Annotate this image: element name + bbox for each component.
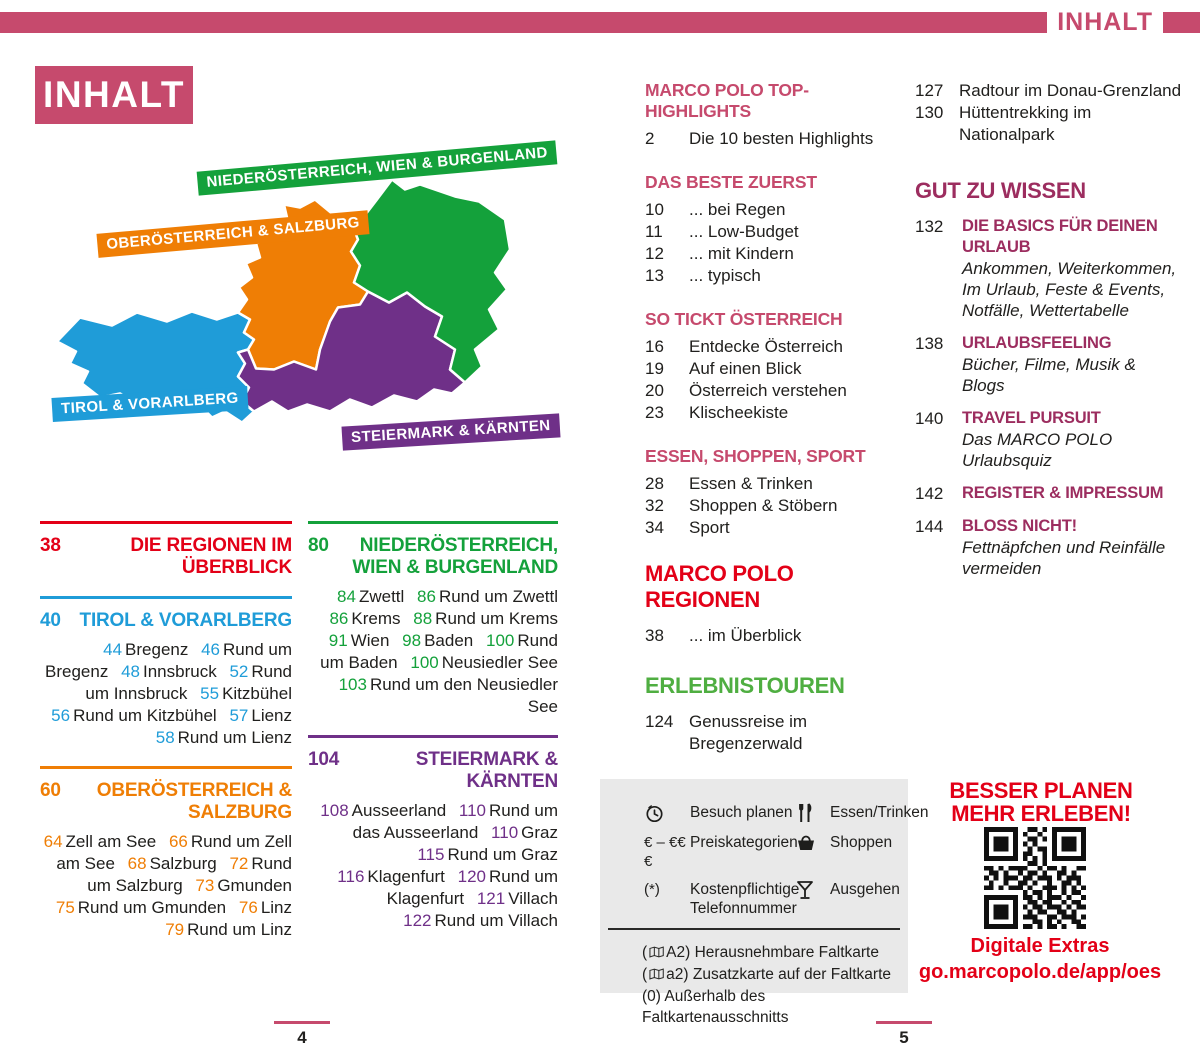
section-rule bbox=[308, 735, 558, 738]
section-rule bbox=[308, 521, 558, 524]
section-title: TIROL & VORARLBERG bbox=[79, 610, 292, 631]
toc-item: 73 Gmunden bbox=[195, 876, 292, 895]
section-page: 104 bbox=[308, 749, 340, 770]
section-page: 60 bbox=[40, 780, 61, 801]
legend-label: Ausgehen bbox=[830, 881, 900, 898]
toc-item: 46 Rund um Bregenz bbox=[45, 640, 292, 681]
cocktail-icon bbox=[796, 880, 830, 900]
toc-item: 110 Rund um das Ausseerland bbox=[352, 801, 558, 842]
section-heading-niederoesterreich bbox=[308, 535, 558, 579]
legend-grid bbox=[600, 779, 929, 926]
top-bar-rule-left bbox=[0, 12, 1047, 33]
group-heading: SO TICKT ÖSTERREICH bbox=[645, 309, 843, 329]
map-banner-steiermark: STEIERMARK & KÄRNTEN bbox=[341, 413, 560, 450]
toc-entry: 32 Shoppen & Stöbern bbox=[645, 496, 838, 515]
toc-column-regions-1 bbox=[40, 521, 292, 958]
digital-extras-url: go.marcopolo.de/app/oes bbox=[918, 961, 1162, 983]
legend-label: Kostenpflichtige Telefonnummer bbox=[690, 881, 800, 917]
page-number-rule-right bbox=[876, 1021, 932, 1024]
toc-item: 115 Rund um Graz bbox=[417, 845, 558, 864]
toc-group-das-beste-zuerst bbox=[645, 172, 883, 287]
section-heading-tirol bbox=[40, 610, 292, 632]
toc-entry: 10 ... bei Regen bbox=[645, 200, 786, 219]
toc-item: 86 Krems bbox=[329, 609, 401, 628]
top-bar bbox=[0, 8, 1200, 36]
toc-item: 100 Rund um Baden bbox=[320, 631, 558, 672]
toc-column-regions-2 bbox=[308, 521, 558, 949]
toc-entry: 19 Auf einen Blick bbox=[645, 359, 802, 378]
toc-item: 58 Rund um Lienz bbox=[155, 728, 292, 747]
running-head: INHALT bbox=[1057, 8, 1153, 36]
section-title: NIEDERÖSTERREICH, WIEN & BURGENLAND bbox=[352, 535, 558, 578]
toc-item: 76 Linz bbox=[238, 898, 292, 917]
toc-item: 79 Rund um Linz bbox=[165, 920, 292, 939]
toc-item: 64 Zell am See bbox=[43, 832, 157, 851]
toc-item: 57 Lienz bbox=[229, 706, 292, 725]
toc-item: 66 Rund um Zell am See bbox=[56, 832, 292, 873]
legend-label: Shoppen bbox=[830, 834, 893, 851]
section-item-list bbox=[40, 831, 292, 941]
page-number-left: 4 bbox=[297, 1028, 307, 1047]
toc-entry: 124 Genussreise im Bregenzerwald bbox=[645, 712, 808, 753]
toc-group-so-tickt-oesterreich bbox=[645, 309, 883, 424]
toc-column-right bbox=[915, 80, 1183, 591]
page-number-rule-left bbox=[274, 1021, 330, 1024]
legend-label: Besuch planen bbox=[690, 804, 793, 821]
toc-item: 116 Klagenfurt bbox=[337, 867, 445, 886]
legend-extra-row: ( a2) Zusatzkarte auf der Faltkarte bbox=[642, 964, 898, 986]
toc-item: 44 Bregenz bbox=[103, 640, 189, 659]
section-page: 80 bbox=[308, 535, 329, 556]
toc-entry: 16 Entdecke Österreich bbox=[645, 337, 844, 356]
section-item-list bbox=[308, 586, 558, 718]
section-item-list bbox=[40, 639, 292, 749]
toc-item: 108 Ausseerland bbox=[320, 801, 447, 820]
austria-region-map bbox=[50, 146, 595, 478]
toc-entry: 13 ... typisch bbox=[645, 266, 761, 285]
toc-entry-basics: 132 DIE BASICS FÜR DEINEN URLAUB Ankommen, Weiterkommen, Im Urlaub, Feste & Events, Notfälle, Wettertabelle bbox=[915, 217, 1177, 320]
toc-group-top-highlights bbox=[645, 80, 883, 150]
group-heading: MARCO POLO TOP-HIGHLIGHTS bbox=[645, 80, 809, 121]
digital-extras bbox=[900, 933, 1180, 985]
map-banner-tirol: TIROL & VORARLBERG bbox=[51, 386, 248, 422]
toc-entry: 130 Hüttentrekking im Nationalpark bbox=[915, 103, 1092, 144]
legend-extra-rows bbox=[600, 942, 908, 1028]
heading-erlebnistouren: ERLEBNISTOUREN bbox=[645, 673, 845, 698]
toc-item: 103 Rund um den Neusiedler See bbox=[338, 675, 558, 716]
cutlery-icon bbox=[796, 803, 830, 823]
price-symbol: € – €€€ bbox=[644, 834, 686, 870]
group-heading: ESSEN, SHOPPEN, SPORT bbox=[645, 446, 866, 466]
toc-entry: 11 ... Low-Budget bbox=[645, 222, 799, 241]
legend-label: Essen/Trinken bbox=[830, 804, 929, 821]
clock-icon bbox=[644, 803, 690, 824]
toc-entry-urlaubsfeeling: 138 URLAUBSFEELING Bücher, Filme, Musik & Blogs bbox=[915, 334, 1136, 395]
legend-extra-row: ( A2) Herausnehmbare Faltkarte bbox=[642, 942, 898, 964]
toc-item: 121 Villach bbox=[476, 889, 558, 908]
paid-phone-symbol: (*) bbox=[644, 881, 660, 898]
toc-entry-travel-pursuit: 140 TRAVEL PURSUIT Das MARCO POLO Urlaubsquiz bbox=[915, 409, 1113, 470]
toc-group-essen-shoppen-sport bbox=[645, 446, 883, 539]
map-banner-niederoesterreich: NIEDERÖSTERREICH, WIEN & BURGENLAND bbox=[197, 140, 558, 195]
qr-code bbox=[984, 827, 1086, 929]
toc-entry: 34 Sport bbox=[645, 518, 730, 537]
toc-entry-bloss-nicht: 144 BLOSS NICHT! Fettnäpfchen und Reinfälle vermeiden bbox=[915, 517, 1166, 578]
toc-item: 48 Innsbruck bbox=[121, 662, 217, 681]
toc-item: 56 Rund um Kitzbühel bbox=[51, 706, 217, 725]
toc-column-middle bbox=[645, 80, 883, 755]
section-heading-steiermark bbox=[308, 749, 558, 793]
section-title: DIE REGIONEN IM ÜBERBLICK bbox=[130, 535, 292, 578]
toc-entry: 2 Die 10 besten Highlights bbox=[645, 129, 874, 148]
section-rule bbox=[40, 766, 292, 769]
qr-code-svg bbox=[984, 827, 1086, 929]
section-heading-oberoesterreich bbox=[40, 780, 292, 824]
legend-label: Preiskategorien bbox=[690, 834, 798, 851]
toc-entry: 127 Radtour im Donau-Grenzland bbox=[915, 81, 1182, 100]
section-rule bbox=[40, 596, 292, 599]
toc-item: 52 Rund um Innsbruck bbox=[85, 662, 292, 703]
toc-entry: 38 ... im Überblick bbox=[645, 626, 802, 645]
toc-item: 88 Rund um Krems bbox=[413, 609, 558, 628]
top-bar-rule-right bbox=[1163, 12, 1200, 33]
toc-entry: 12 ... mit Kindern bbox=[645, 244, 794, 263]
toc-item: 91 Wien bbox=[328, 631, 390, 650]
section-item-list bbox=[308, 800, 558, 932]
toc-item: 86 Rund um Zwettl bbox=[417, 587, 558, 606]
toc-item: 98 Baden bbox=[402, 631, 474, 650]
toc-item: 110 Graz bbox=[491, 823, 558, 842]
shopping-basket-icon bbox=[796, 833, 830, 852]
toc-entry: 20 Österreich verstehen bbox=[645, 381, 847, 400]
legend-divider bbox=[608, 928, 900, 930]
toc-item: 75 Rund um Gmunden bbox=[55, 898, 227, 917]
section-rule bbox=[40, 521, 292, 524]
section-title: OBERÖSTERREICH & SALZBURG bbox=[96, 780, 292, 823]
toc-entry-register: 142 REGISTER & IMPRESSUM bbox=[915, 484, 1164, 503]
toc-item: 120 Rund um Klagenfurt bbox=[386, 867, 558, 908]
toc-item: 68 Salzburg bbox=[127, 854, 217, 873]
page-title: INHALT bbox=[35, 66, 193, 124]
toc-entry: 23 Klischeekiste bbox=[645, 403, 789, 422]
toc-item: 122 Rund um Villach bbox=[403, 911, 558, 930]
section-heading-regionen-ueberblick bbox=[40, 535, 292, 579]
section-page: 40 bbox=[40, 610, 61, 631]
toc-item: 84 Zwettl bbox=[337, 587, 405, 606]
toc-item: 72 Rund um Salzburg bbox=[87, 854, 292, 895]
group-heading: DAS BESTE ZUERST bbox=[645, 172, 817, 192]
legend-extra-row: (0) Außerhalb des Faltkartenausschnitts bbox=[642, 988, 789, 1026]
folded-map-icon bbox=[649, 943, 664, 964]
digital-extras-label: Digitale Extras bbox=[970, 935, 1110, 957]
toc-item: 55 Kitzbühel bbox=[200, 684, 292, 703]
symbol-legend bbox=[600, 779, 929, 1026]
heading-gut-zu-wissen: GUT ZU WISSEN bbox=[915, 178, 1086, 203]
section-title: STEIERMARK & KÄRNTEN bbox=[415, 749, 558, 792]
section-page: 38 bbox=[40, 535, 61, 556]
toc-entry: 28 Essen & Trinken bbox=[645, 474, 813, 493]
toc-item: 100 Neusiedler See bbox=[410, 653, 558, 672]
page-number-right: 5 bbox=[899, 1028, 909, 1047]
folded-map-icon bbox=[649, 965, 664, 986]
heading-marco-polo-regionen: MARCO POLO REGIONEN bbox=[645, 561, 794, 612]
promo-headline: BESSER PLANEN MEHR ERLEBEN! bbox=[949, 778, 1133, 826]
map-banner-oberoesterreich: OBERÖSTERREICH & SALZBURG bbox=[96, 210, 369, 258]
